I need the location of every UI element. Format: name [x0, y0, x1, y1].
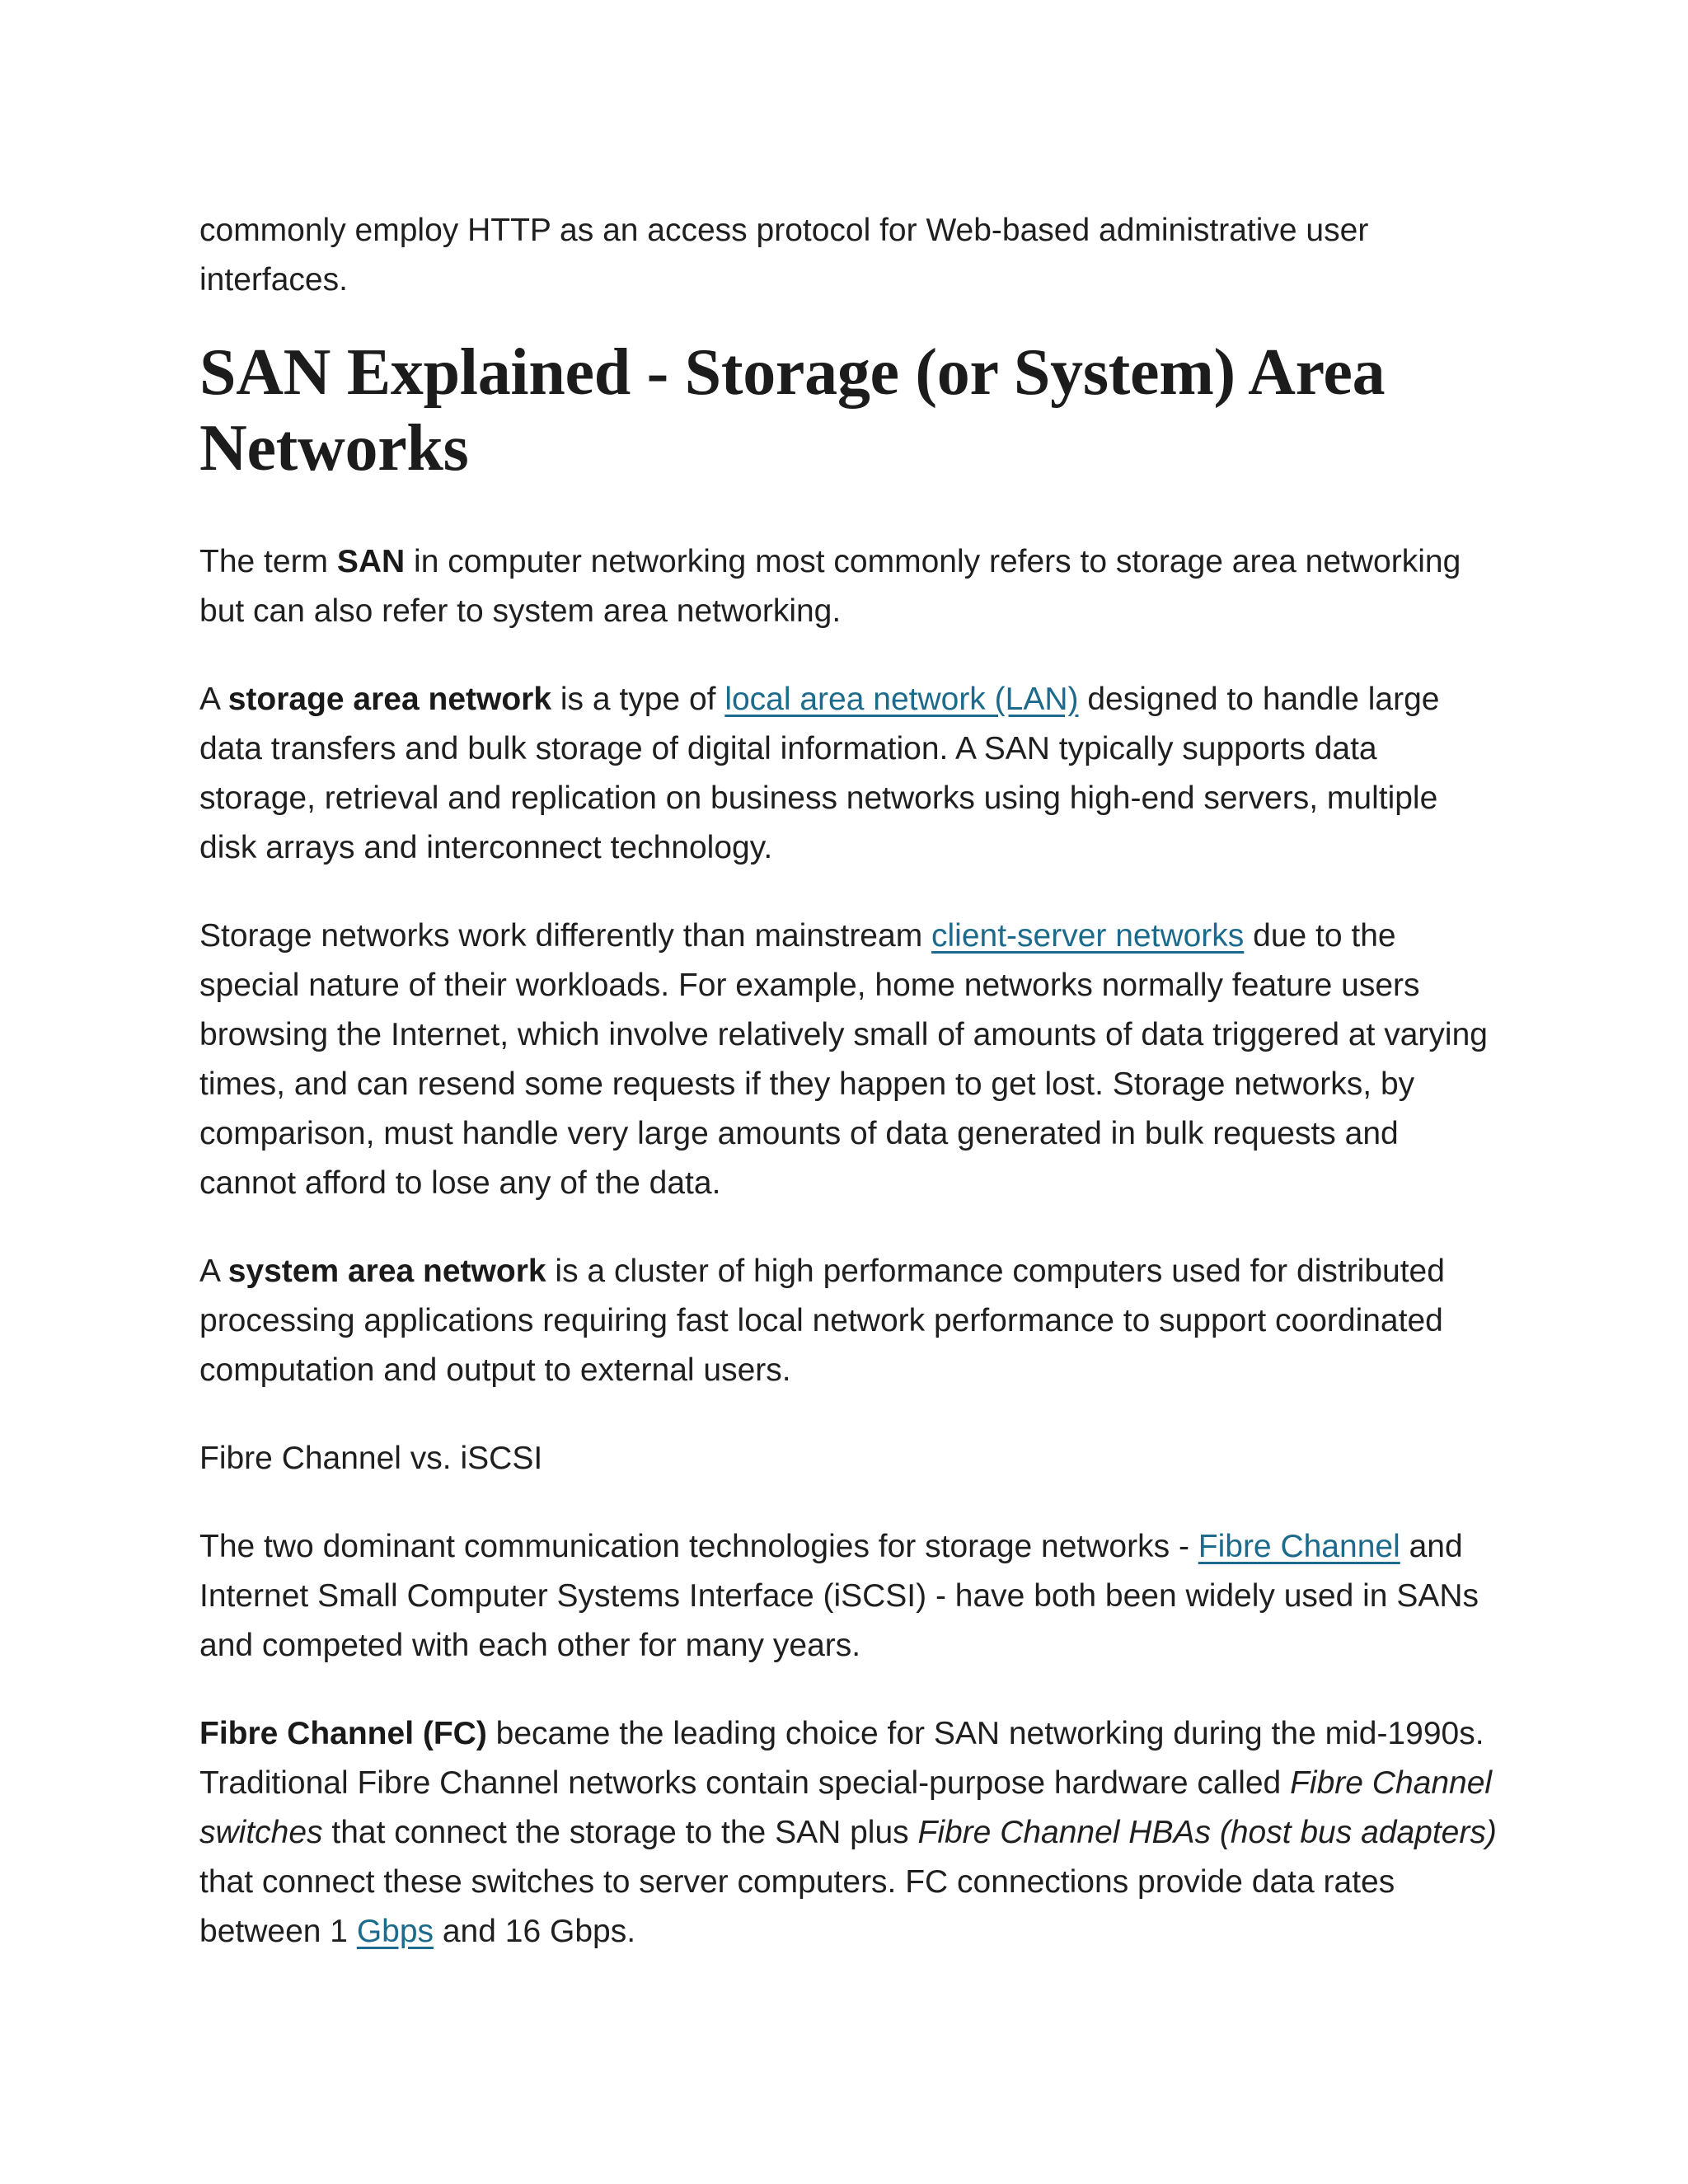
page-title: SAN Explained - Storage (or System) Area Networks: [199, 336, 1386, 485]
bold-term-system-area-network: system area network: [227, 1254, 546, 1289]
link-gbps[interactable]: Gbps: [356, 1914, 434, 1949]
text: in computer networking most commonly refers to storage area networking but can also refer to system area networking.: [199, 544, 1461, 629]
text: became the leading choice for SAN networking during the mid-1990s. Traditional Fibre Channel networks contain special-purpose hardware called: [199, 1716, 1484, 1801]
subheading: Fibre Channel vs. iSCSI: [199, 1441, 543, 1476]
link-local-area-network[interactable]: local area network (LAN): [724, 682, 1079, 717]
italic-term-hbas: Fibre Channel HBAs (host bus adapters): [917, 1815, 1497, 1850]
text: A: [199, 1254, 228, 1289]
text: and Internet Small Computer Systems Interface (iSCSI) - have both been widely used in SANs and competed with each other for many years.: [199, 1529, 1479, 1663]
text: The term: [199, 544, 337, 579]
intro-paragraph: [199, 206, 1502, 305]
text: that connect the storage to the SAN plus: [322, 1815, 918, 1850]
text: A: [199, 682, 228, 717]
text: and 16 Gbps.: [434, 1914, 636, 1949]
paragraph-system-area-network: [199, 1247, 1502, 1395]
text: that connect these switches to server computers. FC connections provide data rates between 1: [199, 1864, 1395, 1949]
paragraph-storage-area-network: [199, 675, 1502, 873]
bold-term-storage-area-network: storage area network: [227, 682, 552, 717]
text: Storage networks work differently than mainstream: [199, 918, 932, 954]
italic-term-switches: Fibre Channel switches: [199, 1765, 1493, 1850]
text: designed to handle large data transfers and bulk storage of digital information. A SAN typically supports data storage, retrieval and replication on business networks using high-end servers, multiple disk arrays and interconnect technology.: [199, 682, 1440, 865]
text: due to the special nature of their workloads. For example, home networks normally feature users browsing the Internet, which involve relatively small of amounts of data triggered at varying times, and can resend some requests if they happen to get lost. Storage networks, by comparison, must handle very large amounts of data generated in bulk requests and cannot afford to lose any of the data.: [199, 918, 1488, 1201]
link-client-server-networks[interactable]: client-server networks: [931, 918, 1245, 954]
text: is a type of: [551, 682, 725, 717]
link-fibre-channel[interactable]: Fibre Channel: [1198, 1529, 1400, 1564]
paragraph-dominant-technologies: [199, 1522, 1502, 1671]
bold-term-fibre-channel: Fibre Channel (FC): [199, 1716, 487, 1751]
bold-term-san: SAN: [336, 544, 406, 579]
paragraph-san-term: [199, 537, 1502, 636]
text: The two dominant communication technologies for storage networks -: [199, 1529, 1198, 1564]
paragraph-fibre-channel: [199, 1709, 1502, 1957]
text: is a cluster of high performance computers used for distributed processing applications requiring fast local network performance to support coordinated computation and output to external users.: [199, 1254, 1445, 1388]
document-page: [199, 206, 1502, 1995]
intro-text: commonly employ HTTP as an access protocol for Web-based administrative user interfaces.: [199, 213, 1369, 298]
paragraph-storage-networks: [199, 912, 1502, 1208]
